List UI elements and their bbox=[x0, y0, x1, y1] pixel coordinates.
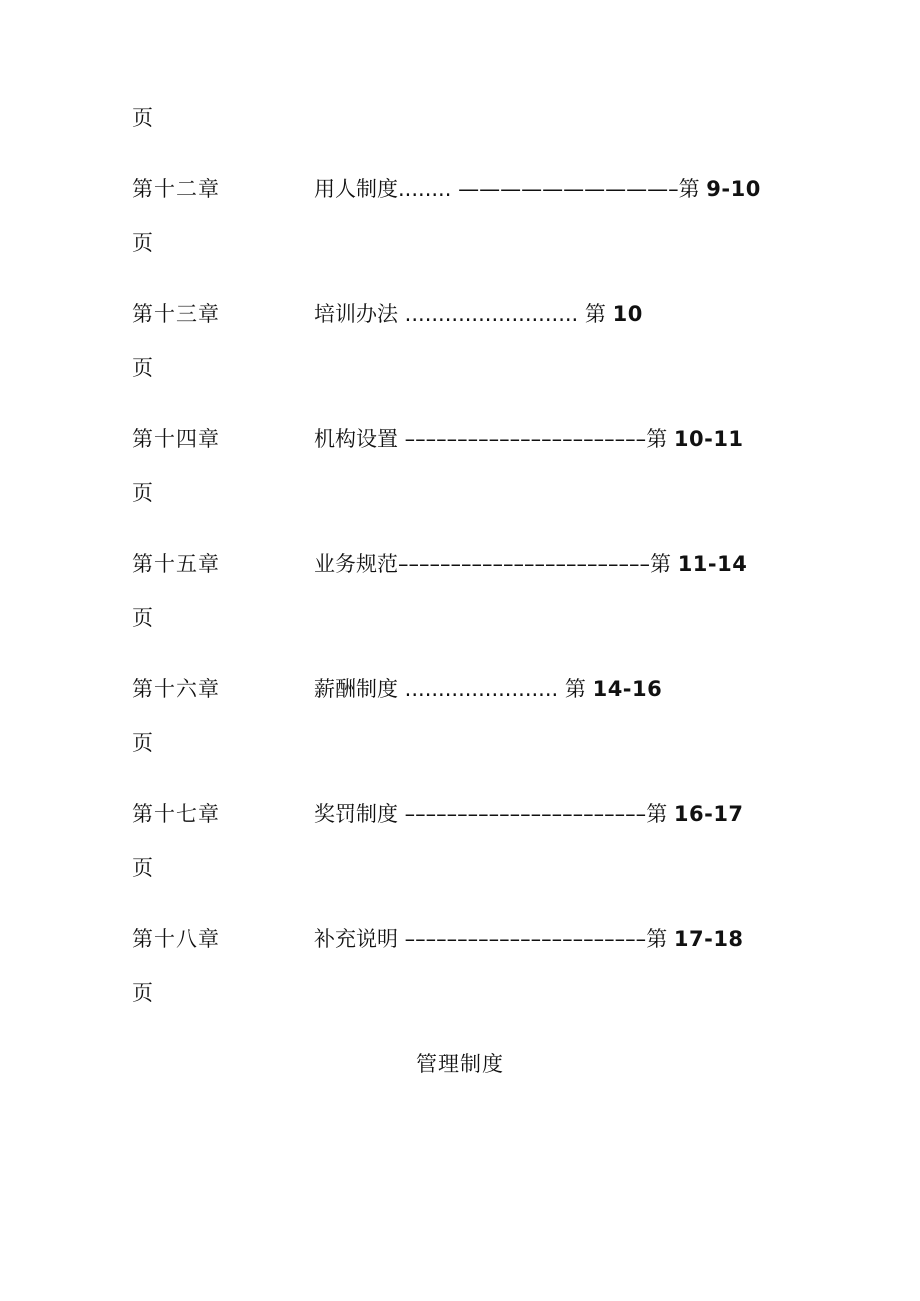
toc-page-number: 10 bbox=[612, 302, 643, 326]
toc-leader: ........ ——————————– bbox=[398, 177, 679, 201]
toc-page-suffix-top: 页 bbox=[132, 106, 153, 130]
toc-chapter-label: 第十五章 bbox=[132, 552, 220, 576]
toc-leader: ....................... bbox=[398, 677, 565, 701]
toc-page-suffix: 页 bbox=[132, 481, 153, 505]
toc-page-suffix: 页 bbox=[132, 981, 153, 1005]
toc-entry-text bbox=[314, 173, 774, 205]
toc-title: 奖罚制度 bbox=[314, 802, 398, 826]
toc-page-suffix: 页 bbox=[132, 856, 153, 880]
toc-entry-15 bbox=[0, 548, 920, 580]
toc-chapter-label: 第十六章 bbox=[132, 677, 220, 701]
toc-leader: –––––––––––––––––––––––– bbox=[398, 552, 650, 576]
toc-chapter-label: 第十四章 bbox=[132, 427, 220, 451]
toc-title: 补充说明 bbox=[314, 927, 398, 951]
toc-page-number: 17-18 bbox=[673, 927, 744, 951]
toc-title: 培训办法 bbox=[314, 302, 398, 326]
toc-page-prefix: 第 bbox=[564, 677, 586, 701]
toc-page-prefix: 第 bbox=[584, 302, 606, 326]
toc-entry-16 bbox=[0, 673, 920, 705]
toc-page-number: 16-17 bbox=[673, 802, 744, 826]
toc-page-number: 11-14 bbox=[677, 552, 748, 576]
toc-page-number: 14-16 bbox=[592, 677, 663, 701]
toc-entry-12 bbox=[0, 173, 920, 205]
toc-page-suffix: 页 bbox=[132, 731, 153, 755]
toc-entry-text bbox=[314, 798, 774, 830]
toc-title: 机构设置 bbox=[314, 427, 398, 451]
toc-page-prefix: 第 bbox=[646, 802, 668, 826]
toc-chapter-label: 第十七章 bbox=[132, 802, 220, 826]
toc-entry-18 bbox=[0, 923, 920, 955]
toc-leader: ––––––––––––––––––––––– bbox=[398, 927, 647, 951]
toc-page-prefix: 第 bbox=[650, 552, 671, 576]
toc-leader: ––––––––––––––––––––––– bbox=[398, 427, 647, 451]
section-title: 管理制度 bbox=[416, 1052, 504, 1076]
toc-entry-text bbox=[314, 923, 774, 955]
toc-chapter-label: 第十三章 bbox=[132, 302, 220, 326]
toc-page-suffix: 页 bbox=[132, 231, 153, 255]
toc-page-suffix: 页 bbox=[132, 606, 153, 630]
toc-leader: ––––––––––––––––––––––– bbox=[398, 802, 647, 826]
toc-entry-17 bbox=[0, 798, 920, 830]
toc-title: 业务规范 bbox=[314, 552, 398, 576]
toc-entry-text bbox=[314, 673, 774, 705]
toc-title: 用人制度 bbox=[314, 177, 398, 201]
toc-page-number: 9-10 bbox=[706, 177, 761, 201]
toc-entry-text bbox=[314, 423, 774, 455]
toc-page-suffix: 页 bbox=[132, 356, 153, 380]
toc-entry-13 bbox=[0, 298, 920, 330]
toc-page-prefix: 第 bbox=[678, 177, 700, 201]
toc-page-prefix: 第 bbox=[646, 427, 668, 451]
toc-entry-text bbox=[314, 548, 774, 580]
toc-entry-14 bbox=[0, 423, 920, 455]
toc-entry-text bbox=[314, 298, 774, 330]
toc-page-prefix: 第 bbox=[646, 927, 668, 951]
toc-chapter-label: 第十二章 bbox=[132, 177, 220, 201]
toc-chapter-label: 第十八章 bbox=[132, 927, 220, 951]
toc-page-number: 10-11 bbox=[673, 427, 744, 451]
toc-leader: .......................... bbox=[398, 302, 585, 326]
toc-title: 薪酬制度 bbox=[314, 677, 398, 701]
